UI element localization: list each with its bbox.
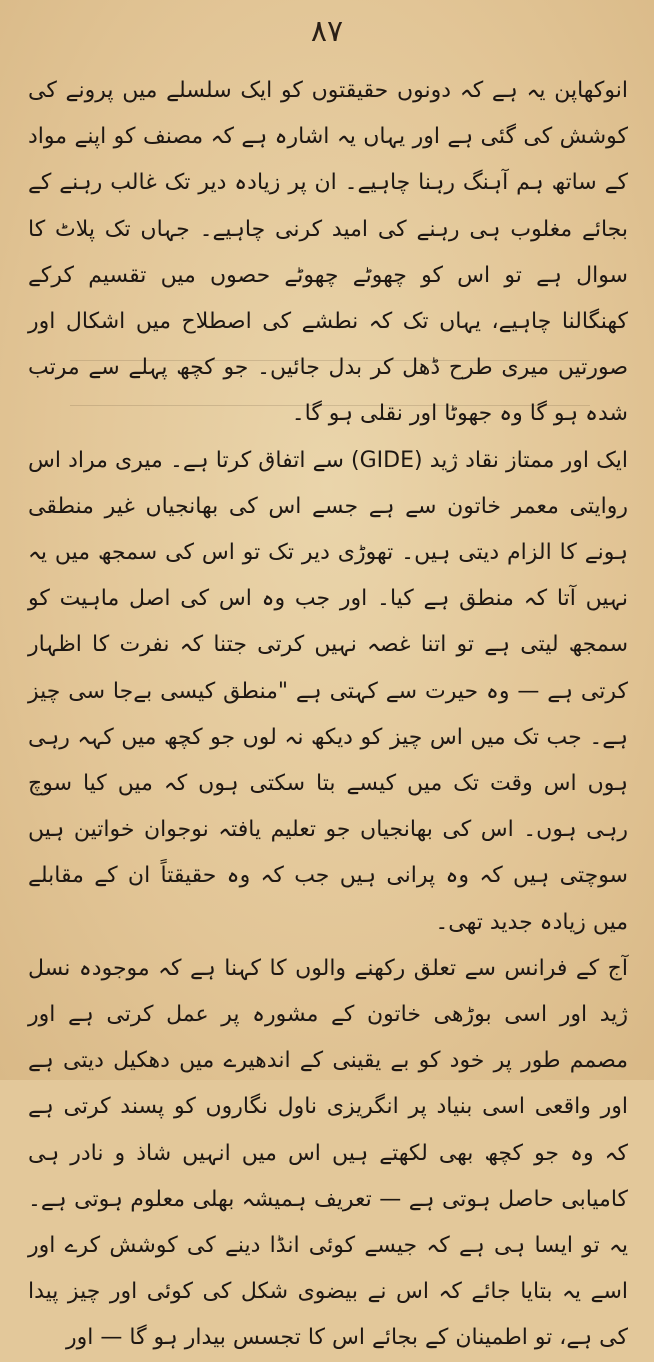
paragraph-3: آج کے فرانس سے تعلق رکھنے والوں کا کہنا ہے کہ موجودہ نسل ژید اور اسی بوڑھی خاتون کے مشورہ پر عمل کرتی ہے اور مصمم طور پر خود کو بے یقینی کے اندھیرے میں دھکیل دیتی ہے اور واقعی اسی بنیاد پر انگریزی ناول نگاروں کو پسند کرتی ہے کہ وہ جو کچھ بھی لکھتے ہیں اس میں انہیں شاذ و نادر ہی کامیابی حاصل ہوتی ہے — تعریف ہمیشہ بھلی معلوم ہوتی ہے۔ یہ تو ایسا ہی ہے کہ جیسے کوئی انڈا دینے کی کوشش کرے اور اسے یہ بتایا جائے کہ اس نے بیضوی شکل کی کوئی اور چیز پیدا کی ہے، تو اطمینان کے بجائے اس کا تجسس بیدار ہو گا — اور — [28, 955, 628, 1351]
page-number: ۸۷ — [310, 14, 344, 49]
paragraph-2: ایک اور ممتاز نقاد ژید (GIDE) سے اتفاق کرتا ہے۔ میری مراد اس روایتی معمر خاتون سے ہے جسے اس کی بھانجیاں غیر منطقی ہونے کا الزام دیتی ہیں۔ تھوڑی دیر تک تو اس کی سمجھ میں یہ نہیں آتا کہ منطق ہے کیا۔ اور جب وہ اس کی اصل ماہیت کو سمجھ لیتی ہے تو اتنا غصہ نہیں کرتی جتنا کہ نفرت کا اظہار کرتی ہے — وہ حیرت سے کہتی ہے "منطق کیسی بےجا سی چیز ہے۔ جب تک میں اس چیز کو دیکھ نہ لوں جو کچھ میں کہہ رہی ہوں اس وقت تک میں کیسے بتا سکتی ہوں کہ میں کیا سوچ رہی ہوں۔ اس کی بھانجیاں جو تعلیم یافتہ نوجوان خواتین ہیں سوچتی ہیں کہ وہ پرانی ہیں جب کہ وہ حقیقتاً ان کے مقابلے میں زیادہ جدید تھی۔ — [28, 447, 629, 935]
paragraph-1: انوکھاپن یہ ہے کہ دونوں حقیقتوں کو ایک سلسلے میں پرونے کی کوشش کی گئی ہے اور یہاں یہ اشارہ ہے کہ مصنف کو اپنے مواد کے ساتھ ہم آہنگ رہنا چاہیے۔ ان پر زیادہ دیر تک غالب رہنے کے بجائے مغلوب ہی رہنے کی امید کرنی چاہیے۔ جہاں تک پلاٹ کا سوال ہے تو اس کو چھوٹے چھوٹے حصوں میں تقسیم کرکے کھنگالنا چاہیے، یہاں تک کہ نطشے کی اصطلاح میں اشکال اور صورتیں میری طرح ڈھل کر بدل جائیں۔ جو کچھ پہلے سے مرتب شدہ ہو گا وہ جھوٹا اور نقلی ہو گا۔ — [28, 78, 628, 427]
body-text — [28, 68, 628, 1362]
